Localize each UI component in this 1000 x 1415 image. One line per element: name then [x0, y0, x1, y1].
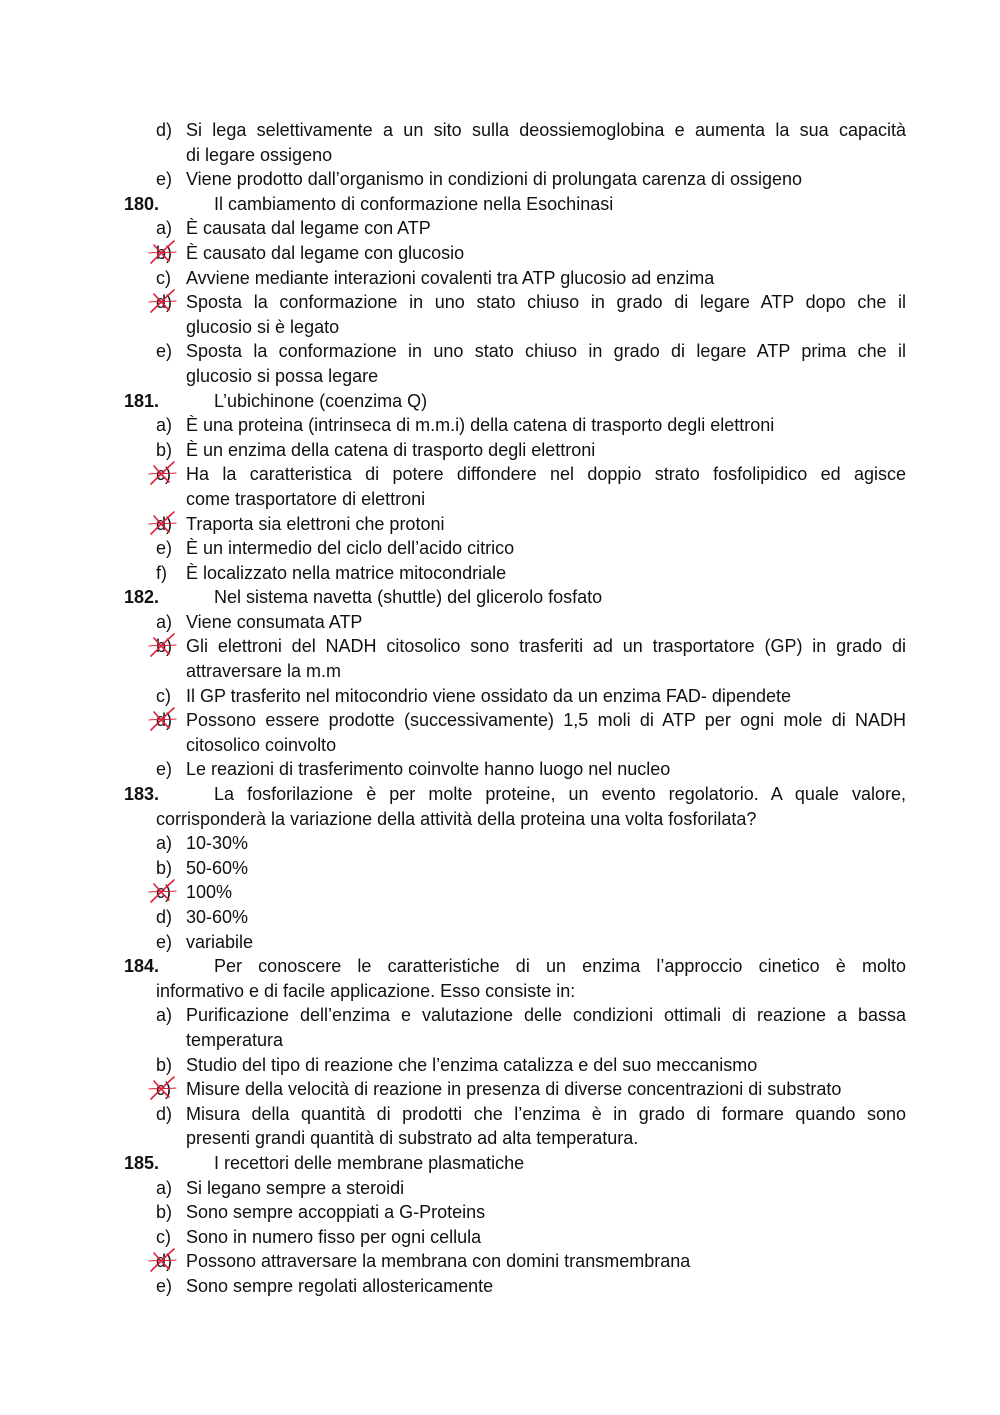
option-letter: c) — [156, 267, 171, 288]
option-letter: f) — [156, 562, 167, 583]
option-text: attraversare la m.m — [186, 661, 342, 682]
answer-option — [124, 610, 906, 635]
option-text: temperatura — [186, 1029, 284, 1050]
option-letter: e) — [156, 341, 173, 362]
option-text: Viene prodotto dall’organismo in condizioni di prolungata carenza di ossigeno — [186, 169, 803, 190]
option-letter: c) — [156, 464, 171, 485]
option-text: Traporta sia elettroni che protoni — [186, 513, 445, 534]
answer-option — [124, 1102, 906, 1151]
answer-option — [124, 413, 906, 438]
option-text: Le reazioni di trasferimento coinvolte hanno luogo nel nucleo — [186, 759, 671, 780]
option-letter: d) — [156, 1251, 173, 1272]
question-text: corrisponderà la variazione della attività della proteina una volta fosforilata? — [156, 808, 757, 829]
option-text: Si lega selettivamente a un sito sulla deossiemoglobina e aumenta la sua capacità — [186, 120, 906, 140]
option-letter: e) — [156, 169, 173, 190]
option-letter: b) — [156, 439, 173, 460]
answer-option — [124, 1274, 906, 1299]
option-text: di legare ossigeno — [186, 144, 333, 165]
option-text: È causato dal legame con glucosio — [186, 242, 465, 263]
answer-option — [124, 561, 906, 586]
option-letter: d) — [156, 907, 173, 927]
option-text: Viene consumata ATP — [186, 611, 363, 632]
option-letter: d) — [156, 710, 173, 731]
option-letter: b) — [156, 1202, 173, 1223]
question-text: Nel sistema navetta (shuttle) del glicerolo fosfato — [214, 587, 603, 608]
answer-option — [124, 1053, 906, 1078]
answer-option — [124, 241, 906, 266]
question-number: 181. — [124, 390, 160, 411]
answer-option — [124, 831, 906, 856]
option-text: 50-60% — [186, 857, 249, 878]
option-text: glucosio si è legato — [186, 316, 340, 337]
option-letter: b) — [156, 857, 173, 878]
option-text: 10-30% — [186, 833, 249, 854]
option-text: Si legano sempre a steroidi — [186, 1177, 405, 1198]
answer-option — [124, 856, 906, 881]
option-text: Misura della quantità di prodotti che l’enzima è in grado di formare quando sono — [186, 1103, 906, 1124]
answer-option — [124, 167, 906, 192]
option-letter: b) — [156, 242, 173, 263]
answer-option — [124, 1225, 906, 1250]
option-text: Studio del tipo di reazione che l’enzima catalizza e del suo meccanismo — [186, 1054, 758, 1075]
answer-option — [124, 438, 906, 463]
answer-option — [124, 1249, 906, 1274]
option-text: Ha la caratteristica di potere diffondere nel doppio strato fosfolipidico ed agisce — [186, 464, 906, 485]
option-text: variabile — [186, 931, 254, 952]
option-text: Avviene mediante interazioni covalenti tra ATP glucosio ad enzima — [186, 267, 715, 288]
question-text: L’ubichinone (coenzima Q) — [214, 390, 428, 411]
question-number: 185. — [124, 1152, 160, 1173]
answer-option — [124, 118, 906, 167]
option-text: Possono attraversare la membrana con domini transmembrana — [186, 1251, 691, 1272]
answer-option — [124, 905, 906, 930]
option-letter: c) — [156, 1079, 171, 1100]
option-letter: d) — [156, 1103, 173, 1124]
question-text: I recettori delle membrane plasmatiche — [214, 1152, 525, 1173]
option-text: Purificazione dell’enzima e valutazione delle condizioni ottimali di reazione a bassa — [186, 1005, 906, 1026]
question-block — [124, 1151, 906, 1176]
option-text: Il GP trasferito nel mitocondrio viene ossidato da un enzima FAD- dipendete — [186, 685, 791, 706]
option-text: Sono sempre accoppiati a G-Proteins — [186, 1202, 486, 1223]
option-letter: c) — [156, 882, 171, 903]
option-text: citosolico coinvolto — [186, 734, 337, 755]
answer-option — [124, 462, 906, 511]
question-number: 182. — [124, 587, 160, 608]
answer-option — [124, 1200, 906, 1225]
option-letter: c) — [156, 685, 171, 706]
question-number: 184. — [124, 956, 160, 977]
answer-option — [124, 266, 906, 291]
option-text: Sono sempre regolati allostericamente — [186, 1275, 494, 1296]
option-text: Sono in numero fisso per ogni cellula — [186, 1226, 482, 1247]
option-text: come trasportatore di elettroni — [186, 488, 426, 509]
answer-option — [124, 512, 906, 537]
answer-option — [124, 1077, 906, 1102]
question-block — [124, 192, 906, 217]
question-number: 183. — [124, 784, 160, 805]
option-text: È un intermedio del ciclo dell’acido citrico — [186, 538, 515, 559]
option-text: 30-60% — [186, 907, 249, 927]
question-block — [124, 389, 906, 414]
option-letter: d) — [156, 513, 173, 534]
question-block — [124, 954, 906, 1003]
option-text: presenti grandi quantità di substrato ad alta temperatura. — [186, 1128, 639, 1149]
answer-option — [124, 1003, 906, 1052]
option-text: Misure della velocità di reazione in presenza di diverse concentrazioni di substrato — [186, 1079, 842, 1100]
answer-option — [124, 930, 906, 955]
question-block — [124, 585, 906, 610]
option-letter: b) — [156, 636, 173, 657]
answer-option — [124, 1176, 906, 1201]
question-number: 180. — [124, 193, 160, 214]
option-text: Sposta la conformazione in uno stato chiuso in grado di legare ATP dopo che il — [186, 292, 906, 313]
answer-option — [124, 634, 906, 683]
option-letter: e) — [156, 759, 173, 780]
option-text: Gli elettroni del NADH citosolico sono trasferiti ad un trasportatore (GP) in grado di — [186, 636, 906, 657]
option-text: È una proteina (intrinseca di m.m.i) della catena di trasporto degli elettroni — [186, 415, 775, 436]
answer-option — [124, 536, 906, 561]
option-letter: c) — [156, 1226, 171, 1247]
answer-option — [124, 216, 906, 241]
question-block — [124, 782, 906, 831]
option-letter: d) — [156, 120, 173, 140]
option-letter: a) — [156, 833, 173, 854]
option-text: glucosio si possa legare — [186, 365, 379, 386]
question-list — [124, 118, 906, 1299]
option-text: Sposta la conformazione in uno stato chiuso in grado di legare ATP prima che il — [186, 341, 906, 362]
option-text: È un enzima della catena di trasporto degli elettroni — [186, 439, 596, 460]
question-text: informativo e di facile applicazione. Esso consiste in: — [156, 980, 576, 1001]
option-letter: d) — [156, 292, 173, 313]
answer-option — [124, 684, 906, 709]
option-text: È localizzato nella matrice mitocondriale — [186, 562, 507, 583]
option-letter: b) — [156, 1054, 173, 1075]
answer-option — [124, 339, 906, 388]
answer-option — [124, 708, 906, 757]
question-text: Per conoscere le caratteristiche di un enzima l’approccio cinetico è molto — [214, 956, 906, 977]
option-letter: a) — [156, 218, 173, 239]
option-letter: a) — [156, 611, 173, 632]
option-text: 100% — [186, 882, 233, 903]
option-text: È causata dal legame con ATP — [186, 218, 431, 239]
option-letter: a) — [156, 1177, 173, 1198]
option-letter: a) — [156, 415, 173, 436]
option-letter: e) — [156, 538, 173, 559]
question-text: La fosforilazione è per molte proteine, un evento regolatorio. A quale valore, — [214, 784, 906, 805]
option-letter: e) — [156, 1275, 173, 1296]
answer-option — [124, 757, 906, 782]
answer-option — [124, 880, 906, 905]
option-letter: a) — [156, 1005, 173, 1026]
answer-option — [124, 290, 906, 339]
option-letter: e) — [156, 931, 173, 952]
question-text: Il cambiamento di conformazione nella Esochinasi — [214, 193, 614, 214]
option-text: Possono essere prodotte (successivamente) 1,5 moli di ATP per ogni mole di NADH — [186, 710, 906, 731]
